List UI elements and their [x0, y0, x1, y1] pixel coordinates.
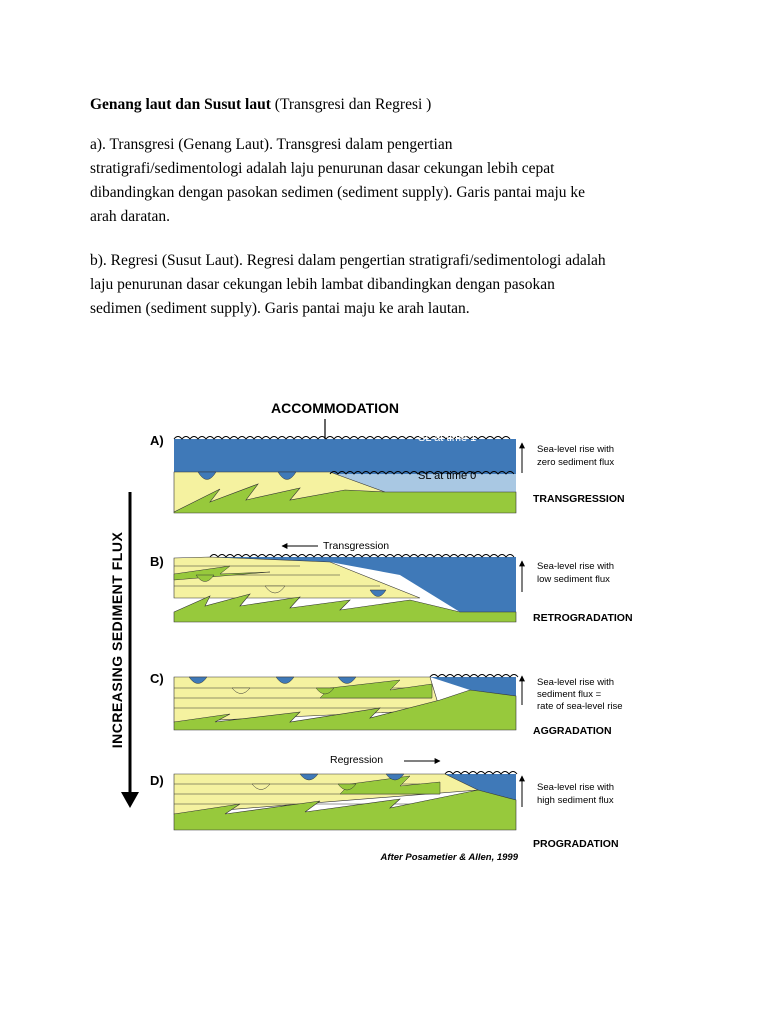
- paragraph-line: arah daratan.: [90, 208, 171, 225]
- panel-note: rate of sea-level rise: [537, 701, 623, 712]
- sl-time1-label: SL at time 1: [418, 432, 477, 444]
- panel-note: Sea-level rise with: [537, 444, 615, 455]
- heading-normal: (Transgresi dan Regresi ): [270, 96, 432, 113]
- heading-bold: Genang laut dan Susut laut: [90, 96, 271, 113]
- paragraph-line: sedimen (sediment supply). Garis pantai maju ke arah lautan.: [90, 300, 470, 317]
- paragraph-line: b). Regresi (Susut Laut). Regresi dalam pengertian stratigrafi/sedimentologi adalah: [90, 252, 606, 269]
- panel-a: [150, 432, 625, 513]
- paragraph-line: laju penurunan dasar cekungan lebih lambat dibandingkan dengan pasokan: [90, 276, 555, 293]
- figure-credit: After Posametier & Allen, 1999: [380, 852, 518, 863]
- panel-note: low sediment flux: [537, 574, 610, 585]
- panel-label: D): [150, 773, 164, 788]
- vertical-label: INCREASING SEDIMENT FLUX: [109, 531, 125, 749]
- process-label: RETROGRADATION: [533, 612, 633, 624]
- paragraph-line: a). Transgresi (Genang Laut). Transgresi dalam pengertian: [90, 136, 453, 153]
- process-label: TRANSGRESSION: [533, 493, 625, 505]
- wave-line: [210, 555, 514, 558]
- sl-time0-label: SL at time 0: [418, 470, 477, 482]
- sea-dark: [174, 439, 516, 474]
- panel-c: [150, 671, 623, 737]
- regression-label: Regression: [330, 754, 384, 766]
- wave-line: [445, 772, 517, 775]
- panel-note: sediment flux =: [537, 689, 602, 700]
- panel-note: Sea-level rise with: [537, 782, 615, 793]
- panel-note: high sediment flux: [537, 795, 614, 806]
- panel-label: C): [150, 671, 164, 686]
- transgression-label: Transgression: [323, 540, 390, 552]
- panel-note: zero sediment flux: [537, 457, 615, 468]
- process-label: AGGRADATION: [533, 725, 612, 737]
- sediment-flux-arrowhead: [121, 792, 139, 808]
- paragraph-line: stratigrafi/sedimentologi adalah laju penurunan dasar cekungan lebih cepat: [90, 160, 555, 177]
- figure-title: ACCOMMODATION: [270, 400, 400, 416]
- panel-label: A): [150, 433, 164, 448]
- panel-label: B): [150, 554, 164, 569]
- panel-b: [150, 540, 633, 624]
- paragraph-line: dibandingkan dengan pasokan sedimen (sediment supply). Garis pantai maju ke: [90, 184, 586, 201]
- panel-note: Sea-level rise with: [537, 561, 615, 572]
- process-label: PROGRADATION: [533, 838, 619, 850]
- panel-d: [150, 754, 619, 850]
- panel-note: Sea-level rise with: [537, 677, 615, 688]
- wave-line: [430, 675, 518, 678]
